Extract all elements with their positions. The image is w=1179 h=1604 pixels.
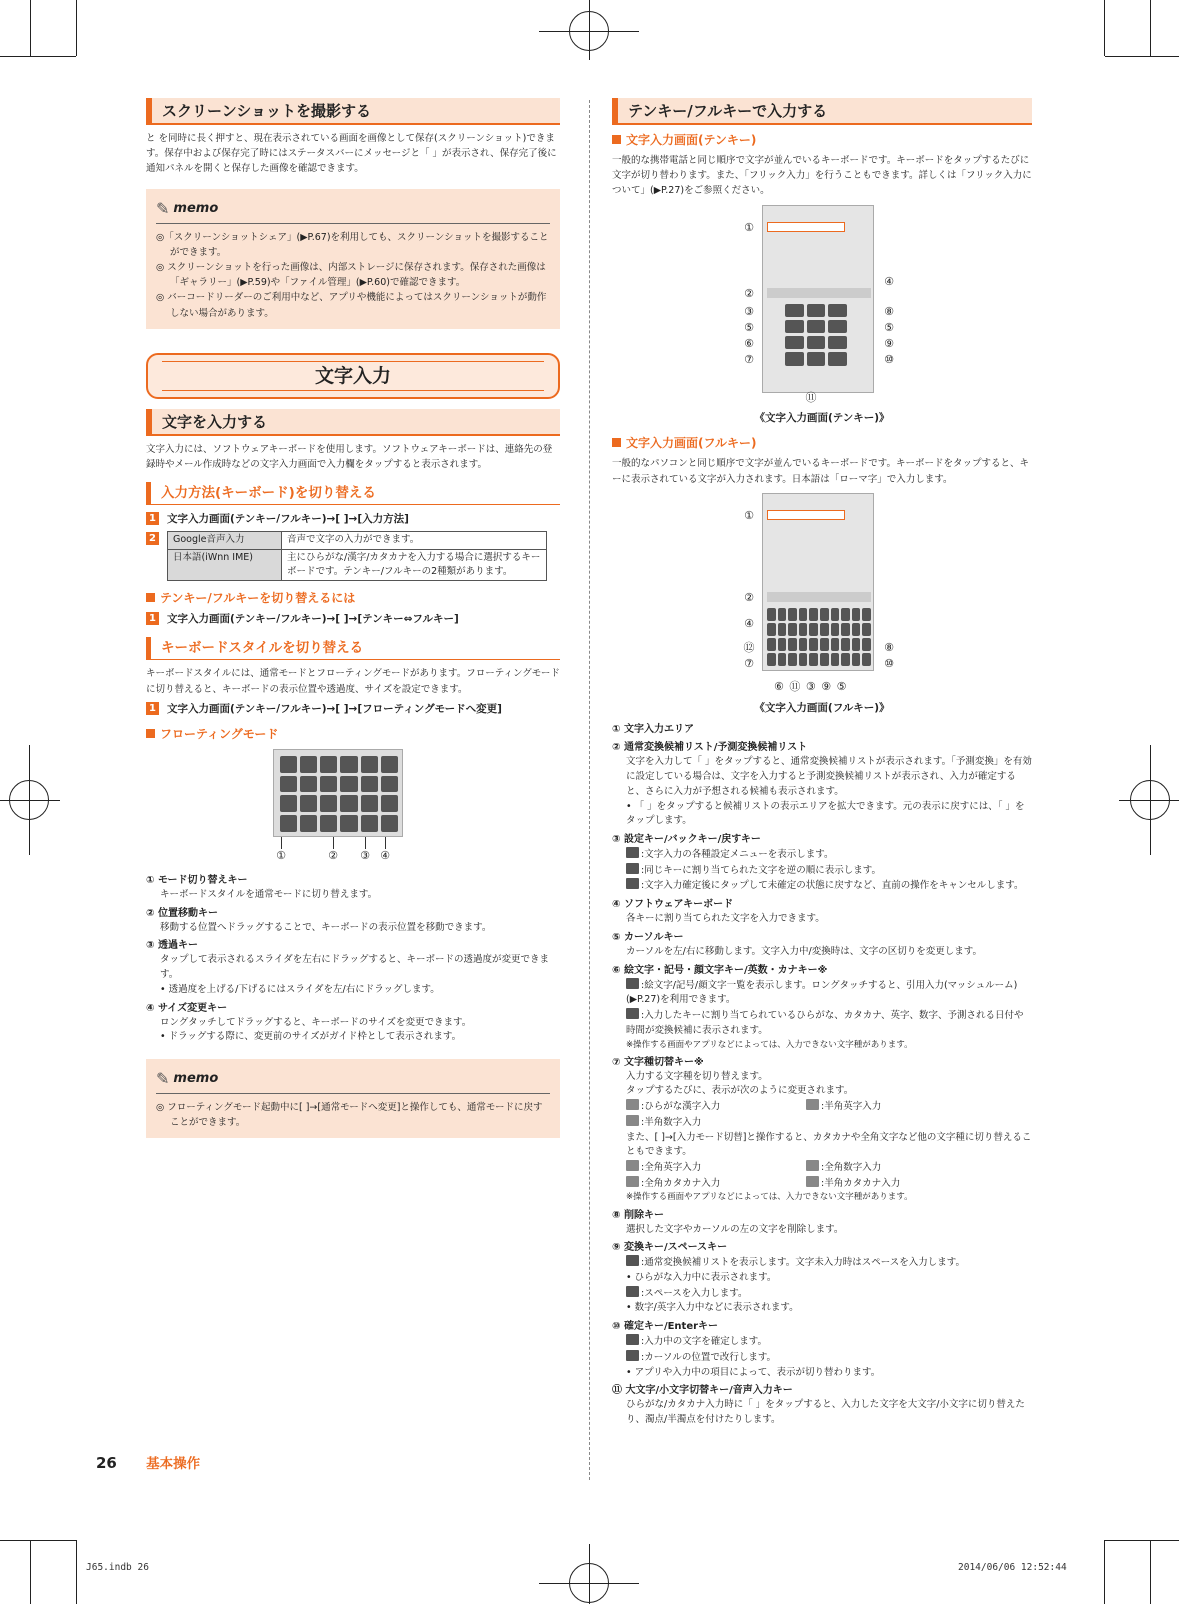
square-bullet-icon [146, 593, 155, 602]
key-desc: 選択した文字やカーソルの左の文字を削除します。 [626, 1223, 844, 1235]
mode-icon [806, 1160, 819, 1171]
key-mode-row: :ひらがな漢字入力 :半角英字入力 [612, 1099, 1032, 1115]
back-key-icon [626, 863, 639, 874]
callout-right: ⑩ [884, 352, 894, 366]
step-text: 文字入力画面(テンキー/フルキー)→[ ]→[入力方法] [167, 513, 409, 526]
candidate-list [767, 288, 871, 298]
left-column [146, 98, 560, 1150]
sub-heading [146, 725, 560, 743]
sub-heading [146, 589, 560, 607]
key-desc: カーソルを左/右に移動します。文字入力中/変換時は、文字の区切りを変更します。 [626, 945, 983, 957]
key-desc: :カーソルの位置で改行します。 [612, 1350, 1032, 1366]
table-row [168, 532, 547, 549]
key-desc: • 「 」をタップすると候補リストの表示エリアを拡大できます。元の表示に戻すには、「 」をタップします。 [626, 800, 1025, 827]
key-desc: :文字入力の各種設定メニューを表示します。 [612, 847, 1032, 863]
callout-bottom: ⑪ [805, 390, 817, 404]
callout-right: ⑨ [884, 336, 894, 350]
mode-icon [806, 1099, 819, 1110]
callout-left: ① [744, 220, 754, 234]
key-title: ② 位置移動キー [146, 907, 218, 919]
key-title: ⑪ 大文字/小文字切替キー/音声入力キー [612, 1385, 793, 1397]
mode-icon [626, 1115, 639, 1126]
key-desc: :文字入力確定後にタップして未確定の状態に戻すなど、直前の操作をキャンセルします。 [612, 878, 1032, 894]
key-desc: また、[ ]→[入力モード切替]と操作すると、カタカナや全角文字など他の文字種に切り替えることもできます。 [626, 1131, 1032, 1158]
key-mode-row: :全角英字入力 :全角数字入力 [612, 1160, 1032, 1176]
callout-line [333, 837, 334, 849]
step-number: 1 [146, 702, 159, 715]
key-note: ※操作する画面やアプリなどによっては、入力できない文字種があります。 [626, 1039, 913, 1050]
key-desc: タップして表示されるスライダを左右にドラッグすると、キーボードの透過度が変更できます。 [160, 954, 550, 981]
callout-2: ② [328, 848, 338, 862]
key-desc: 移動する位置へドラッグすることで、キーボードの表示位置を移動できます。 [160, 921, 492, 933]
key-desc: :絵文字/記号/顔文字一覧を表示します。ロングタッチすると、引用入力(マッシュルーム)(▶P.27)を利用できます。 [626, 979, 1018, 1006]
convert-key-icon [626, 1255, 639, 1266]
sub-heading-text: フローティングモード [160, 726, 279, 741]
key-title: ⑦ 文字種切替キー※ [612, 1056, 704, 1068]
subsection-title-switch: 入力方法(キーボード)を切り替える [146, 482, 560, 505]
crop-mark [1150, 0, 1151, 56]
input-area [767, 510, 845, 520]
key-desc: • 数字/英字入力中などに表示されます。 [626, 1302, 799, 1314]
floating-key-list [146, 873, 560, 1045]
crop-mark [1105, 1540, 1179, 1541]
step [146, 511, 560, 527]
key-title: ③ 設定キー/バックキー/戻すキー [612, 834, 761, 846]
key-mode-row: :半角数字入力 [612, 1115, 1032, 1131]
registration-mark [1119, 800, 1179, 801]
key-desc: キーボードスタイルを通常モードに切り替えます。 [160, 888, 378, 900]
memo-item: ◎ スクリーンショットを行った画像は、内部ストレージに保存されます。保存された画像は「ギャラリー」(▶P.59)や「ファイル管理」(▶P.60)で確認できます。 [156, 261, 546, 289]
space-key-icon [626, 1286, 639, 1297]
print-slug-right: 2014/06/06 12:52:44 [958, 1562, 1067, 1573]
crop-mark [0, 56, 76, 57]
memo-item: ◎ フローティングモード起動中に[ ]→[通常モードへ変更]と操作しても、通常モードに戻すことができます。 [156, 1102, 543, 1129]
memo-label: memo [173, 1071, 219, 1087]
table-row [168, 549, 547, 581]
crop-mark [1105, 56, 1179, 57]
sub-heading-text: 文字入力画面(フルキー) [626, 436, 757, 451]
tenkey-body: 一般的な携帯電話と同じ順序で文字が並んでいるキーボードです。キーボードをタップするたびに文字が切り替わります。また、「フリック入力」を行うこともできます。詳しくは「フリック入力について」(▶P.27)をご参照ください。 [612, 155, 1032, 197]
floating-keyboard-image [273, 749, 403, 837]
callout-right: ⑤ [884, 320, 894, 334]
key-desc: • アプリや入力中の項目によって、表示が切り替わります。 [626, 1366, 881, 1378]
emoji-key-icon [626, 978, 639, 989]
tenkey-caption: 《文字入力画面(テンキー)》 [754, 411, 890, 424]
step [146, 531, 560, 581]
key-desc: • ドラッグする際に、変更前のサイズがガイド枠として表示されます。 [160, 1031, 462, 1043]
keyboard-keys [280, 756, 398, 832]
chapter-title: 文字入力 [314, 364, 391, 387]
registration-mark [0, 800, 60, 801]
callout-left: ⑫ [743, 640, 755, 654]
print-slug-left: J65.indb 26 [86, 1562, 149, 1573]
style-body: キーボードスタイルには、通常モードとフローティングモードがあります。フローティングモードに切り替えると、キーボードの表示位置や透過度、サイズを設定できます。 [146, 668, 560, 695]
key-title: ⑨ 変換キー/スペースキー [612, 1242, 728, 1254]
crop-mark [30, 0, 31, 56]
key-desc: • 透過度を上げる/下げるにはスライダを左/右にドラッグします。 [160, 983, 440, 995]
key-title: ⑩ 確定キー/Enterキー [612, 1321, 719, 1333]
crop-mark [1104, 1540, 1105, 1604]
key-desc: :同じキーに割り当てられた文字を逆の順に表示します。 [612, 863, 1032, 879]
fullkey-keys [767, 608, 871, 666]
table-value: 音声で文字の入力ができます。 [282, 532, 547, 549]
key-note: ※操作する画面やアプリなどによっては、入力できない文字種があります。 [626, 1192, 913, 1203]
key-title: ① モード切り替えキー [146, 874, 248, 886]
section-title-input: 文字を入力する [146, 409, 560, 436]
callout-left: ⑦ [744, 656, 754, 670]
key-title: ④ サイズ変更キー [146, 1002, 228, 1014]
key-desc: :通常変換候補リストを表示します。文字未入力時はスペースを入力します。 [612, 1255, 1032, 1271]
callout-right: ⑧ [884, 640, 894, 654]
registration-mark [29, 745, 30, 855]
mode-icon [806, 1176, 819, 1187]
step [146, 611, 560, 627]
confirm-key-icon [626, 1334, 639, 1345]
sub-heading [612, 434, 1032, 452]
crop-mark [76, 1540, 77, 1604]
alnum-kana-key-icon [626, 1008, 639, 1019]
right-column [612, 98, 1032, 1428]
crop-mark [30, 1540, 31, 1604]
key-mode-row: :全角カタカナ入力 :半角カタカナ入力 [612, 1176, 1032, 1192]
key-desc: 入力する文字種を切り替えます。 [626, 1070, 768, 1082]
tenkey-keys [785, 304, 847, 366]
key-desc: :スペースを入力します。 [612, 1286, 1032, 1302]
section-name: 基本操作 [146, 1456, 201, 1472]
key-desc: :入力中の文字を確定します。 [612, 1334, 1032, 1350]
key-desc: ひらがな/カタカナ入力時に「 」をタップすると、入力した文字を大文字/小文字に切り替えたり、濁点/半濁点を付けたりします。 [626, 1399, 1025, 1426]
memo-header [156, 197, 550, 224]
step-text: 文字入力画面(テンキー/フルキー)→[ ]→[テンキー⇔フルキー] [167, 613, 459, 626]
floating-keyboard-figure [273, 749, 433, 867]
crop-mark [1104, 0, 1105, 56]
mode-icon [626, 1099, 639, 1110]
memo-item: ◎ バーコードリーダーのご利用中など、アプリや機能によってはスクリーンショットが動作しない場合があります。 [156, 292, 547, 319]
callout-left: ⑥ [744, 336, 754, 350]
key-title: ① 文字入力エリア [612, 724, 694, 736]
key-description-list [612, 722, 1032, 1427]
screenshot-body: と を同時に長く押すと、現在表示されている画面を画像として保存(スクリーンショット)できます。保存中および保存完了時にはステータスバーにメッセージと「 」が表示され、保存完了後に通知パネルを開くと保存した画像を確認できます。 [146, 133, 557, 175]
chapter-banner [146, 353, 560, 399]
input-area [767, 222, 845, 232]
fullkey-screenshot [762, 493, 874, 671]
callout-3: ③ [360, 848, 370, 862]
subsection-title-style: キーボードスタイルを切り替える [146, 637, 560, 660]
sub-heading-text: テンキー/フルキーを切り替えるには [160, 591, 356, 606]
step-number: 1 [146, 612, 159, 625]
section-title-tenkey-fullkey: テンキー/フルキーで入力する [612, 98, 1032, 125]
fullkey-body: 一般的なパソコンと同じ順序で文字が並んでいるキーボードです。キーボードをタップすると、キーに表示されている文字が入力されます。日本語は「ローマ字」で入力します。 [612, 458, 1030, 485]
callout-right: ⑩ [884, 656, 894, 670]
callout-4: ④ [380, 848, 390, 862]
memo-item: ◎「スクリーンショットシェア」(▶P.67)を利用しても、スクリーンショットを撮影することができます。 [156, 231, 549, 258]
callout-left: ⑤ [744, 320, 754, 334]
table-key: Google音声入力 [168, 532, 282, 549]
key-desc: タップするたびに、表示が次のように変更されます。 [626, 1085, 854, 1097]
key-desc: 文字を入力して「 」をタップすると、通常変換候補リストが表示されます。「予測変換」を有効に設定している場合は、文字を入力すると予測変換候補リストが表示され、入力が確定すると、さらに入力が予想される候補も表示されます。 [626, 756, 1032, 797]
candidate-list [767, 592, 871, 602]
column-divider [589, 100, 590, 1480]
memo-box [146, 189, 560, 329]
callout-left: ④ [744, 616, 754, 630]
callout-right: ⑧ [884, 304, 894, 318]
crop-mark [76, 0, 77, 56]
tenkey-screenshot [762, 205, 874, 393]
key-title: ③ 透過キー [146, 940, 198, 952]
callout-left: ③ [744, 304, 754, 318]
callout-left: ⑦ [744, 352, 754, 366]
mode-icon [626, 1160, 639, 1171]
section-title-screenshot: スクリーンショットを撮影する [146, 98, 560, 125]
key-desc: :入力したキーに割り当てられているひらがな、カタカナ、英字、数字、予測される日付や時間が変換候補に表示されます。 [626, 1010, 1024, 1036]
callout-right: ④ [884, 274, 894, 288]
callout-left: ② [744, 590, 754, 604]
callout-line [365, 837, 366, 849]
input-method-table [167, 531, 547, 581]
step-number: 2 [146, 532, 159, 545]
key-desc: ロングタッチしてドラッグすると、キーボードのサイズを変更できます。 [160, 1016, 472, 1028]
callouts-bottom: ⑥ ⑪ ③ ⑨ ⑤ [774, 679, 847, 693]
square-bullet-icon [146, 729, 155, 738]
key-title: ④ ソフトウェアキーボード [612, 899, 734, 911]
fullkey-figure [742, 493, 902, 695]
registration-mark [589, 0, 590, 60]
page-footer [96, 1452, 200, 1475]
key-title: ⑧ 削除キー [612, 1209, 664, 1221]
tenkey-figure [742, 205, 902, 405]
square-bullet-icon [612, 438, 621, 447]
pen-icon: ✎ [156, 1069, 170, 1089]
step-number: 1 [146, 512, 159, 525]
callout-left: ① [744, 508, 754, 522]
key-title: ⑤ カーソルキー [612, 931, 684, 943]
registration-mark [589, 1544, 590, 1604]
settings-key-icon [626, 847, 639, 858]
key-desc: • ひらがな入力中に表示されます。 [626, 1272, 777, 1284]
table-value: 主にひらがな/漢字/カタカナを入力する場合に選択するキーボードです。テンキー/フルキーの2種類があります。 [282, 549, 547, 581]
step-text: 文字入力画面(テンキー/フルキー)→[ ]→[フローティングモードへ変更] [167, 702, 502, 715]
square-bullet-icon [612, 135, 621, 144]
input-body: 文字入力には、ソフトウェアキーボードを使用します。ソフトウェアキーボードは、連絡先の登録時やメール作成時などの文字入力画面で入力欄をタップすると表示されます。 [146, 443, 553, 470]
callout-left: ② [744, 286, 754, 300]
registration-mark [1150, 745, 1151, 855]
enter-key-icon [626, 1350, 639, 1361]
callout-line [281, 837, 282, 849]
callout-1: ① [276, 848, 286, 862]
memo-box [146, 1059, 560, 1138]
mode-icon [626, 1176, 639, 1187]
memo-label: memo [173, 200, 219, 216]
page-number: 26 [96, 1454, 117, 1472]
key-title: ② 通常変換候補リスト/予測変換候補リスト [612, 742, 808, 754]
key-title: ⑥ 絵文字・記号・顔文字キー/英数・カナキー※ [612, 964, 828, 976]
callout-line [385, 837, 386, 849]
crop-mark [1150, 1540, 1151, 1604]
step [146, 701, 560, 717]
fullkey-caption: 《文字入力画面(フルキー)》 [754, 701, 890, 714]
crop-mark [0, 1540, 76, 1541]
pen-icon: ✎ [156, 198, 170, 218]
memo-header [156, 1067, 550, 1094]
sub-heading [612, 131, 1032, 149]
key-desc: 各キーに割り当てられた文字を入力できます。 [626, 913, 825, 925]
sub-heading-text: 文字入力画面(テンキー) [626, 133, 757, 147]
undo-key-icon [626, 878, 639, 889]
table-key: 日本語(iWnn IME) [168, 549, 282, 581]
